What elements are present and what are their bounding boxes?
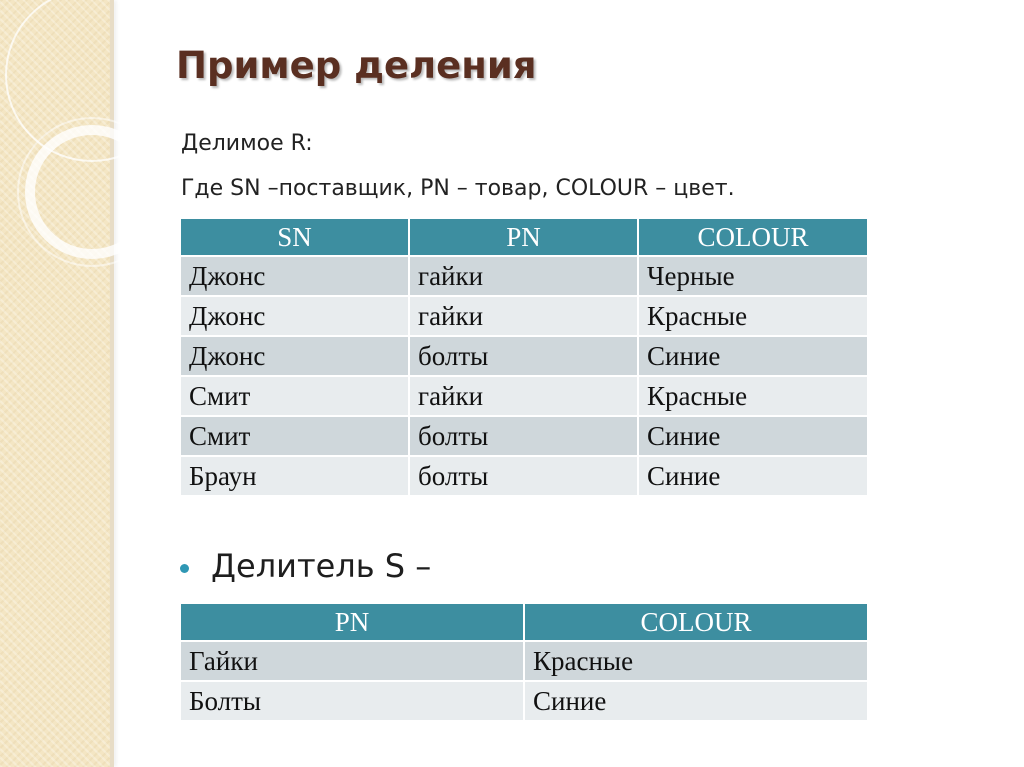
cell-pn: гайки [409,376,638,416]
dividend-table [179,217,869,497]
column-header-sn: SN [180,218,409,256]
table-row [180,296,868,336]
table-row [180,256,868,296]
dividend-caption: Делимое R: [181,131,313,156]
cell-colour: Черные [638,256,868,296]
divisor-bullet [180,547,431,585]
cell-colour: Красные [638,296,868,336]
table-row [180,681,868,721]
attribute-legend: Где SN –поставщик, PN – товар, COLOUR – цвет. [181,176,735,201]
cell-pn: Гайки [180,641,524,681]
slide-title: Пример деления [176,44,537,87]
table-row [180,376,868,416]
cell-pn: болты [409,416,638,456]
table-row [180,456,868,496]
cell-sn: Смит [180,376,409,416]
table-row [180,416,868,456]
cell-colour: Синие [638,336,868,376]
cell-colour: Красные [524,641,868,681]
decorative-circles [0,0,200,300]
cell-sn: Смит [180,416,409,456]
bullet-dot-icon [180,564,189,573]
cell-pn: гайки [409,296,638,336]
divisor-caption: Делитель S – [211,547,432,585]
column-header-colour: COLOUR [524,603,868,641]
divisor-table-header-row [180,603,868,641]
cell-pn: болты [409,456,638,496]
column-header-pn: PN [180,603,524,641]
cell-colour: Синие [524,681,868,721]
table-row [180,641,868,681]
cell-pn: гайки [409,256,638,296]
cell-colour: Синие [638,456,868,496]
cell-sn: Браун [180,456,409,496]
cell-sn: Джонс [180,296,409,336]
cell-sn: Джонс [180,256,409,296]
table-row [180,336,868,376]
cell-colour: Красные [638,376,868,416]
cell-colour: Синие [638,416,868,456]
column-header-colour: COLOUR [638,218,868,256]
cell-sn: Джонс [180,336,409,376]
divisor-table [179,602,869,722]
column-header-pn: PN [409,218,638,256]
dividend-table-header-row [180,218,868,256]
cell-pn: болты [409,336,638,376]
cell-pn: Болты [180,681,524,721]
